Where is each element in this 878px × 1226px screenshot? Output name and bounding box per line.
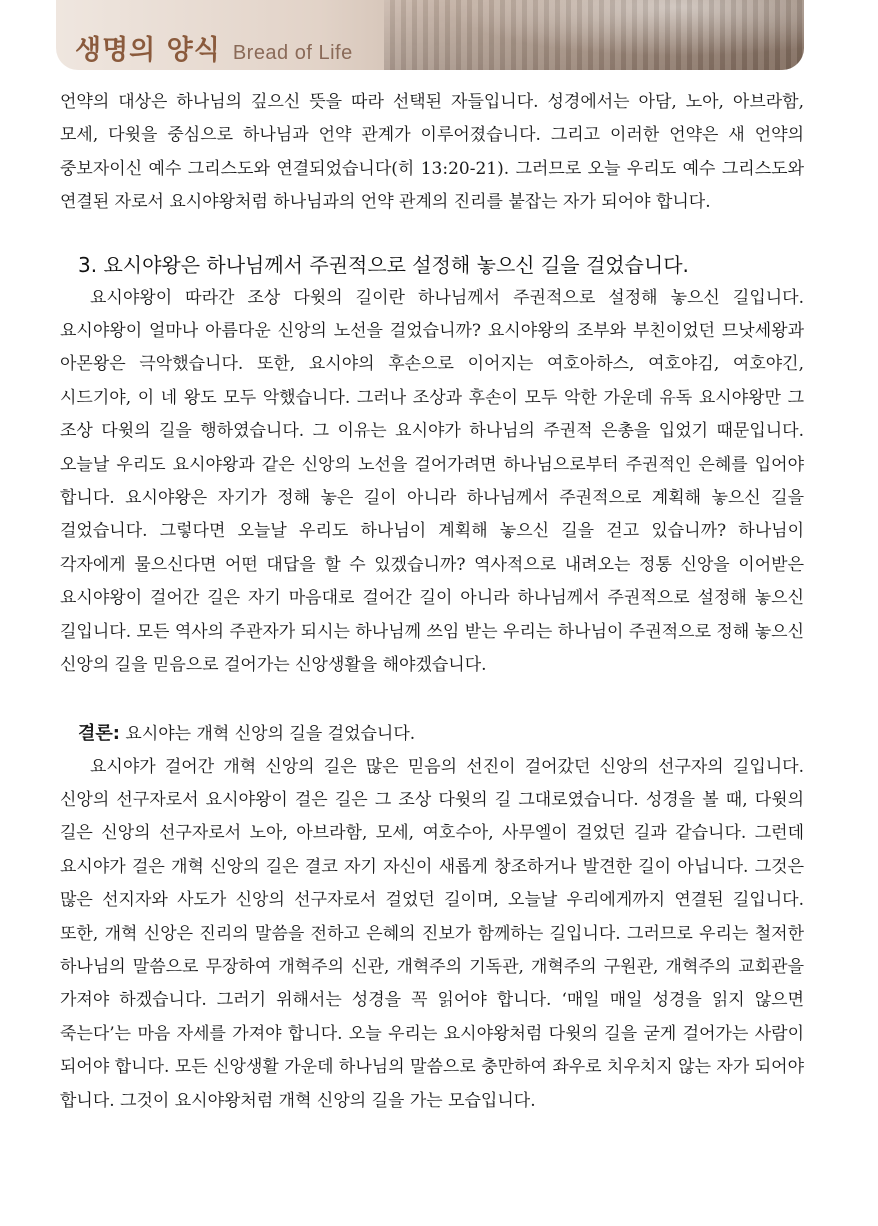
conclusion-title: 요시야는 개혁 신앙의 길을 걸었습니다. — [125, 723, 416, 744]
conclusion-paragraph: 요시야가 걸어간 개혁 신앙의 길은 많은 믿음의 선진이 걸어갔던 신앙의 선구자의 길입니다. 신앙의 선구자로서 요시야왕이 걸은 길은 그 조상 다윗의 길 그대로였습니다. 성경을 볼 때, 다윗의 길은 신앙의 선구자로서 노아, 아브라함, 모세, 여호수아, 사무엘이 걸었던 길과 같습니다. 그런데 요시야가 걸은 개혁 신앙의 길은 결코 자기 자신이 새롭게 창조하거나 발견한 길이 아닙니다. 그것은 많은 선지자와 사도가 신앙의 선구자로서 걸었던 길이며, 오늘날 우리에게까지 연결된 길입니다. 또한, 개혁 신앙은 진리의 말씀을 전하고 은혜의 진보가 함께하는 길입니다. 그러므로 우리는 철저한 하나님의 말씀으로 무장하여 개혁주의 신관, 개혁주의 기독관, 개혁주의 구원관, 개혁주의 교회관을 가져야 하겠습니다. 그러기 위해서는 성경을 꼭 읽어야 합니다. ‘매일 매일 성경을 읽지 않으면 죽는다’는 마음 자세를 가져야 합니다. 오늘 우리는 요시야왕처럼 다윗의 길을 굳게 걸어가는 사람이 되어야 합니다. 모든 신앙생활 가운데 하나님의 말씀으로 충만하여 좌우로 치우치지 않는 자가 되어야 합니다. 그것이 요시야왕처럼 개혁 신앙의 길을 가는 모습입니다. — [60, 756, 804, 1111]
header-title-korean: 생명의 양식 — [75, 35, 221, 66]
article-body — [60, 86, 804, 1118]
page-header — [75, 28, 353, 67]
conclusion-heading — [78, 717, 804, 751]
intro-paragraph: 언약의 대상은 하나님의 깊으신 뜻을 따라 선택된 자들입니다. 성경에서는 아담, 노아, 아브라함, 모세, 다윗을 중심으로 하나님과 언약 관계가 이루어졌습니다. 그리고 이러한 언약은 새 언약의 중보자이신 예수 그리스도와 연결되었습니다(히 13:20-21). 그러므로 오늘 우리도 예수 그리스도와 연결된 자로서 요시야왕처럼 하나님과의 언약 관계의 진리를 붙잡는 자가 되어야 합니다. — [60, 92, 804, 213]
header-photo — [384, 0, 804, 70]
header-title-english: Bread of Life — [232, 42, 353, 64]
section-3-heading: 3. 요시야왕은 하나님께서 주권적으로 설정해 놓으신 길을 걸었습니다. — [78, 252, 689, 277]
section-3-paragraph: 요시야왕이 따라간 조상 다윗의 길이란 하나님께서 주권적으로 설정해 놓으신 길입니다. 요시야왕이 얼마나 아름다운 신앙의 노선을 걸었습니까? 요시야왕의 조부와 부친이었던 므낫세왕과 아몬왕은 극악했습니다. 또한, 요시야의 후손으로 이어지는 여호아하스, 여호야김, 여호야긴, 시드기야, 이 네 왕도 모두 악했습니다. 그러나 조상과 후손이 모두 악한 가운데 유독 요시야왕만 그 조상 다윗의 길을 행하였습니다. 그 이유는 요시야가 하나님의 주권적 은총을 입었기 때문입니다. 오늘날 우리도 요시야왕과 같은 신앙의 노선을 걸어가려면 하나님으로부터 주권적인 은혜를 입어야 합니다. 요시야왕은 자기가 정해 놓은 길이 아니라 하나님께서 주권적으로 계획해 놓으신 길을 걸었습니다. 그렇다면 오늘날 우리도 하나님이 계획해 놓으신 길을 걷고 있습니까? 하나님이 각자에게 물으신다면 어떤 대답을 할 수 있겠습니까? 역사적으로 내려오는 정통 신앙을 이어받은 요시야왕이 걸어간 길은 자기 마음대로 걸어간 길이 아니라 하나님께서 주권적으로 설정해 놓으신 길입니다. 모든 역사의 주관자가 되시는 하나님께 쓰임 받는 우리는 하나님이 주권적으로 정해 놓으신 신앙의 길을 믿음으로 걸어가는 신앙생활을 해야겠습니다. — [60, 287, 804, 676]
conclusion-label: 결론: — [78, 722, 120, 744]
